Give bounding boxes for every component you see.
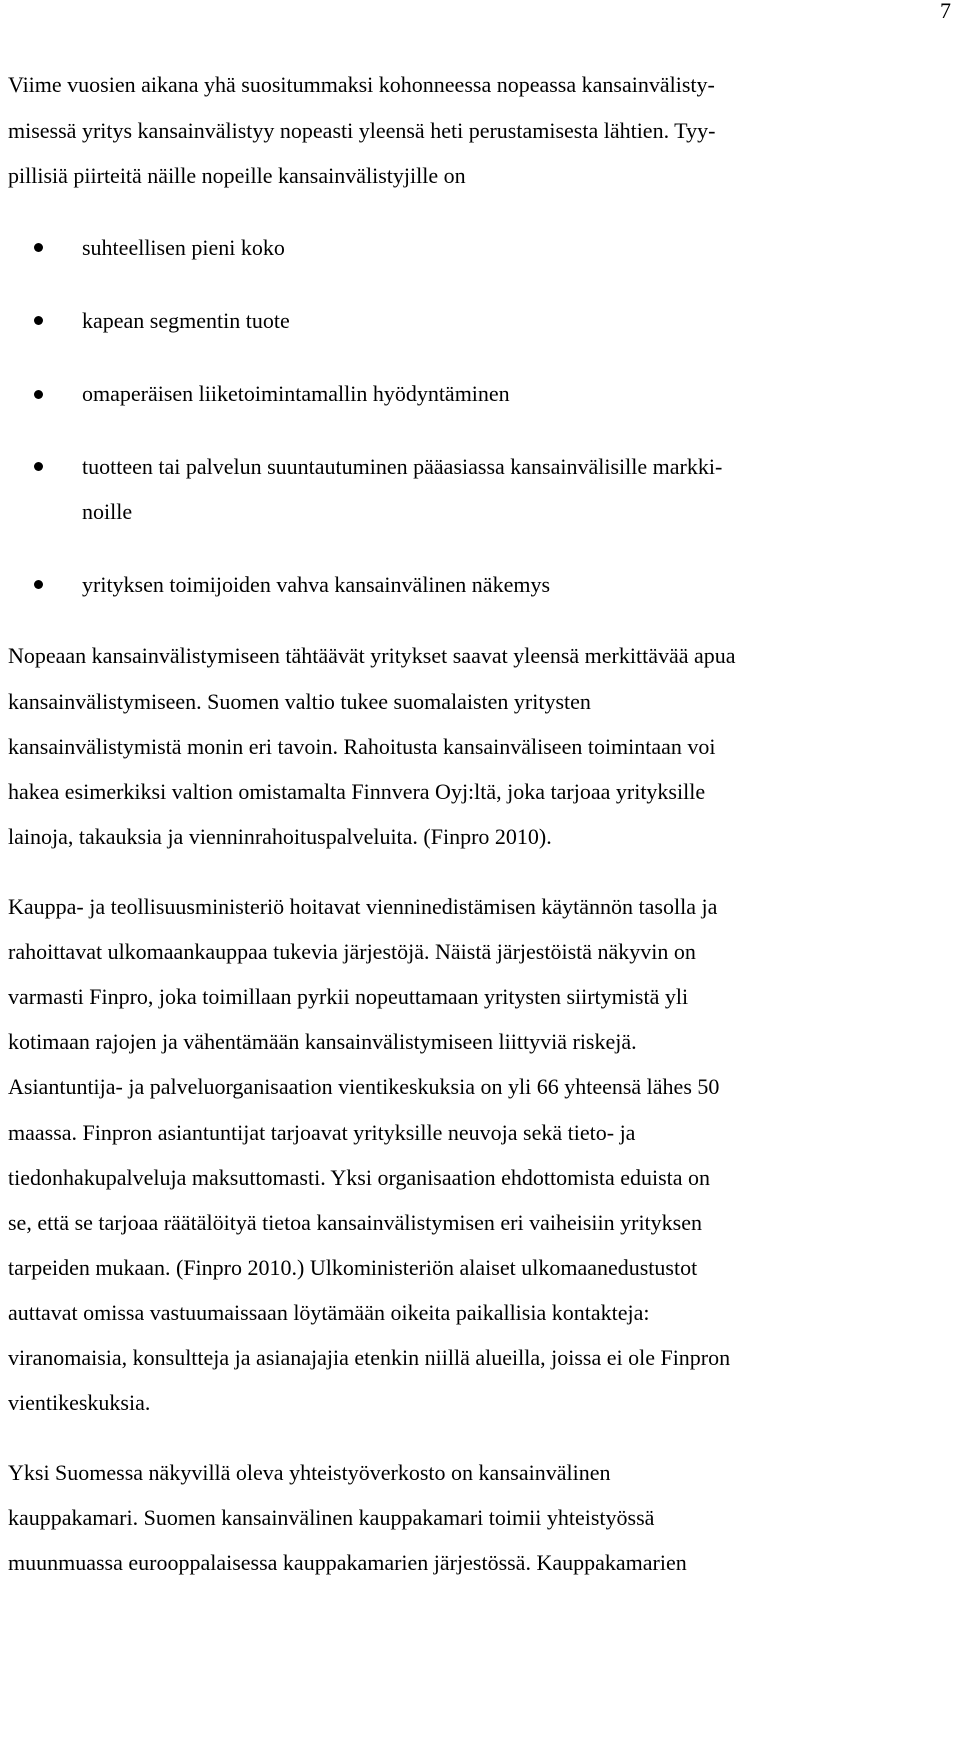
paragraph-line: Asiantuntija- ja palveluorganisaation vientikeskuksia on yli 66 yhteensä lähes 50	[8, 1074, 720, 1099]
bullet-icon	[34, 316, 43, 325]
list-item: kapean segmentin tuote	[82, 308, 290, 333]
paragraph-line: Kauppa- ja teollisuusministeriö hoitavat vienninedistämisen käytännön tasolla ja	[8, 894, 718, 919]
list-item: omaperäisen liiketoimintamallin hyödyntäminen	[82, 381, 510, 406]
list-item: yrityksen toimijoiden vahva kansainvälinen näkemys	[82, 572, 551, 597]
list-item-continuation: noille	[82, 499, 133, 524]
paragraph-line: varmasti Finpro, joka toimillaan pyrkii nopeuttamaan yritysten siirtymistä yli	[8, 984, 689, 1009]
bullet-icon	[34, 580, 43, 589]
paragraph-line: Yksi Suomessa näkyvillä oleva yhteistyöverkosto on kansainvälinen	[8, 1460, 611, 1485]
paragraph-line: tiedonhakupalveluja maksuttomasti. Yksi organisaation ehdottomista eduista on	[8, 1165, 711, 1190]
paragraph-line: kotimaan rajojen ja vähentämään kansainvälistymiseen liittyviä riskejä.	[8, 1029, 637, 1054]
list-item: suhteellisen pieni koko	[82, 235, 285, 260]
paragraph-line: hakea esimerkiksi valtion omistamalta Finnvera Oyj:ltä, joka tarjoaa yrityksille	[8, 779, 706, 804]
paragraph-line: se, että se tarjoaa räätälöityä tietoa kansainvälistymisen eri vaiheisiin yrityksen	[8, 1210, 702, 1235]
bullet-icon	[34, 243, 43, 252]
paragraph-line: rahoittavat ulkomaankauppaa tukevia järjestöjä. Näistä järjestöistä näkyvin on	[8, 939, 696, 964]
paragraph-line: vientikeskuksia.	[8, 1390, 151, 1415]
intro-line: misessä yritys kansainvälistyy nopeasti yleensä heti perustamisesta lähtien. Tyy-	[8, 118, 716, 143]
paragraph-line: viranomaisia, konsultteja ja asianajajia etenkin niillä alueilla, joissa ei ole Finpron	[8, 1345, 731, 1370]
page-number: 7	[940, 0, 951, 23]
bullet-icon	[34, 390, 43, 399]
paragraph-line: maassa. Finpron asiantuntijat tarjoavat yrityksille neuvoja sekä tieto- ja	[8, 1120, 636, 1145]
paragraph-line: muunmuassa eurooppalaisessa kauppakamarien järjestössä. Kauppakamarien	[8, 1550, 687, 1575]
paragraph-line: Nopeaan kansainvälistymiseen tähtäävät yritykset saavat yleensä merkittävää apua	[8, 643, 736, 668]
paragraph-line: tarpeiden mukaan. (Finpro 2010.) Ulkoministeriön alaiset ulkomaanedustustot	[8, 1255, 698, 1280]
paragraph-line: kauppakamari. Suomen kansainvälinen kauppakamari toimii yhteistyössä	[8, 1505, 655, 1530]
paragraph-line: kansainvälistymiseen. Suomen valtio tukee suomalaisten yritysten	[8, 689, 591, 714]
intro-line: pillisiä piirteitä näille nopeille kansainvälistyjille on	[8, 163, 466, 188]
paragraph-line: kansainvälistymistä monin eri tavoin. Rahoitusta kansainväliseen toimintaan voi	[8, 734, 716, 759]
intro-line: Viime vuosien aikana yhä suositummaksi kohonneessa nopeassa kansainvälisty-	[8, 72, 715, 97]
paragraph-line: auttavat omissa vastuumaissaan löytämään oikeita paikallisia kontakteja:	[8, 1300, 650, 1325]
paragraph-line: lainoja, takauksia ja vienninrahoituspalveluita. (Finpro 2010).	[8, 824, 552, 849]
list-item: tuotteen tai palvelun suuntautuminen pääasiassa kansainvälisille markki-	[82, 454, 723, 479]
bullet-icon	[34, 462, 43, 471]
